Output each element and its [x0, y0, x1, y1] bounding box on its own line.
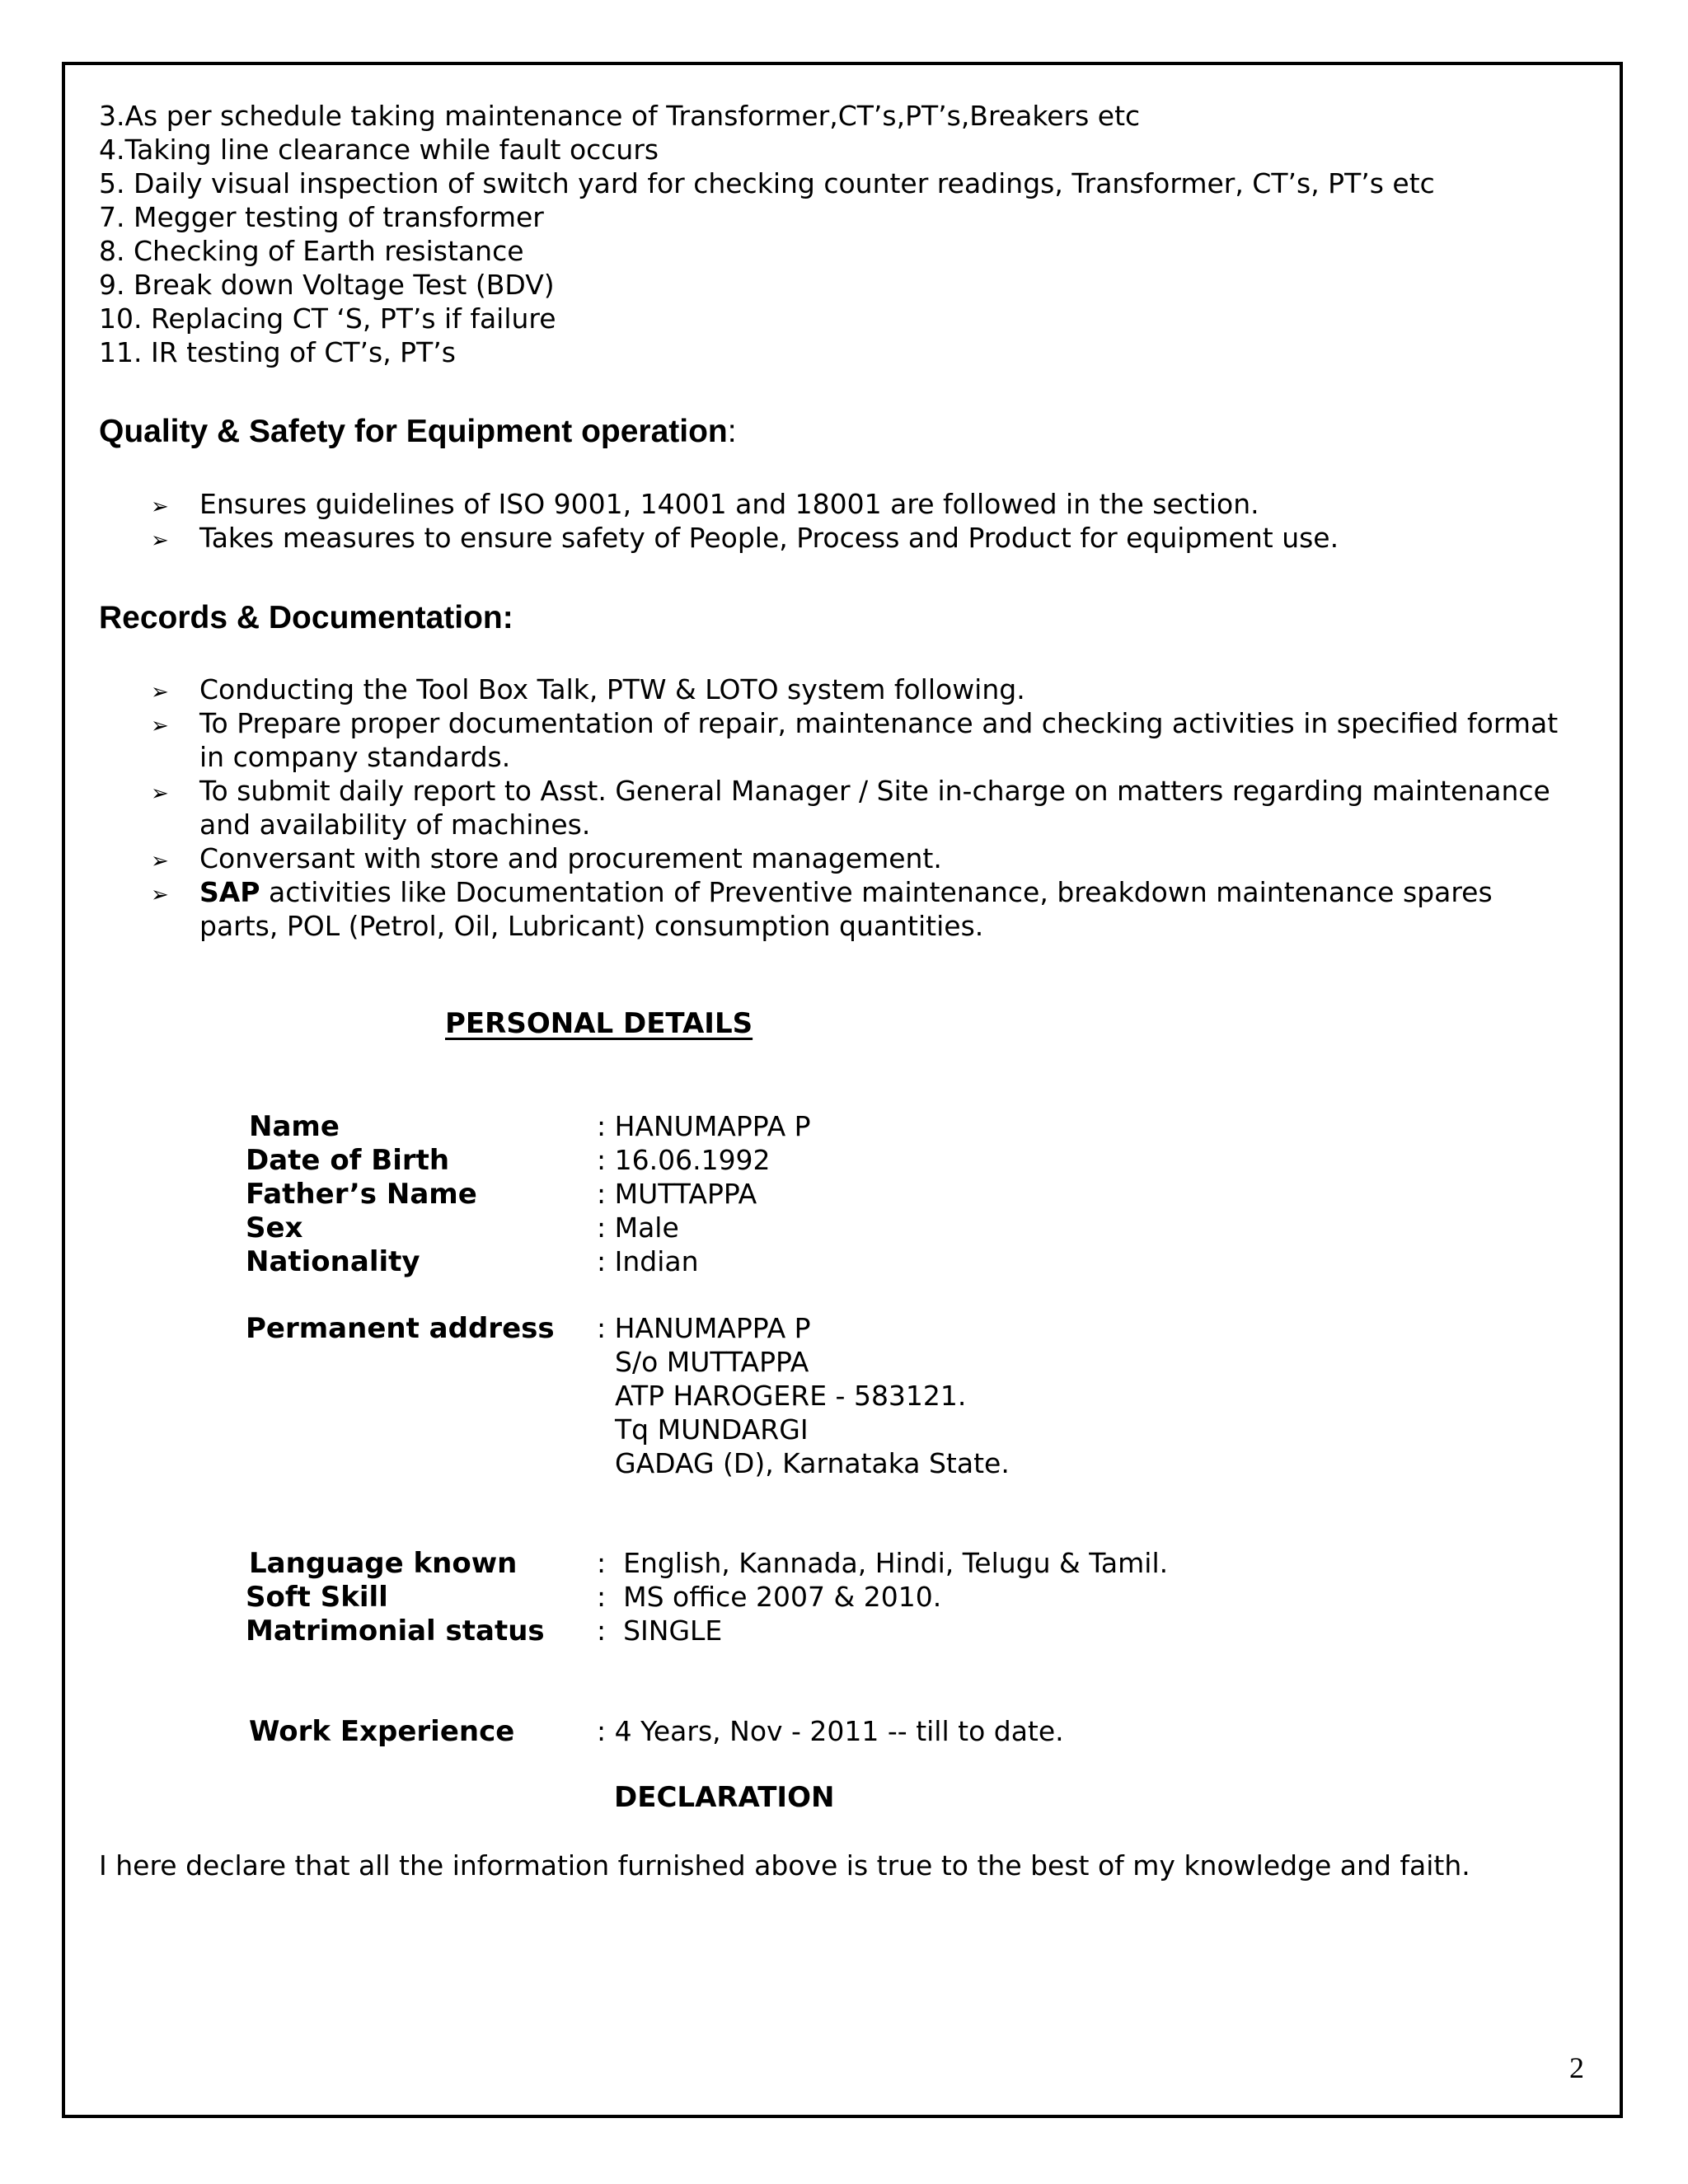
records-item: To submit daily report to Asst. General Manager / Site in-charge on matters regarding maintenance — [199, 775, 1550, 807]
arrow-bullet-icon: ➢ — [151, 714, 169, 738]
records-item-continued: parts, POL (Petrol, Oil, Lubricant) consumption quantities. — [199, 910, 984, 942]
duty-item: 3.As per schedule taking maintenance of Transformer,CT’s,PT’s,Breakers etc — [99, 100, 1141, 132]
duty-item: 7. Megger testing of transformer — [99, 201, 544, 233]
field-label-work: Work Experience — [249, 1715, 515, 1748]
arrow-bullet-icon: ➢ — [151, 494, 169, 519]
records-item — [199, 875, 1493, 909]
arrow-bullet-icon: ➢ — [151, 849, 169, 874]
quality-heading-colon: : — [727, 414, 737, 449]
field-value-sex: : Male — [597, 1212, 679, 1244]
duty-item: 4.Taking line clearance while fault occurs — [99, 134, 659, 166]
declaration-text: I here declare that all the information furnished above is true to the best of my knowledge and faith. — [99, 1849, 1470, 1882]
declaration-title: DECLARATION — [614, 1781, 835, 1814]
duty-list — [99, 99, 1435, 369]
quality-item: Ensures guidelines of ISO 9001, 14001 and 18001 are followed in the section. — [199, 488, 1259, 520]
field-label-soft-skill: Soft Skill — [246, 1581, 388, 1614]
arrow-bullet-icon: ➢ — [151, 528, 169, 553]
records-item: Conducting the Tool Box Talk, PTW & LOTO system following. — [199, 673, 1025, 705]
field-value-nationality: : Indian — [597, 1245, 699, 1277]
duty-item: 8. Checking of Earth resistance — [99, 235, 524, 267]
personal-details-title: PERSONAL DETAILS — [445, 1007, 753, 1040]
field-label-matrimonial: Matrimonial status — [246, 1615, 545, 1647]
field-label-father: Father’s Name — [246, 1178, 477, 1211]
records-item-continued: in company standards. — [199, 741, 511, 773]
field-label-dob: Date of Birth — [246, 1144, 450, 1177]
duty-item: 5. Daily visual inspection of switch yard for checking counter readings, Transformer, CT’s, PT’s etc — [99, 167, 1435, 199]
sap-keyword: SAP — [199, 876, 260, 908]
field-value-dob: : 16.06.1992 — [597, 1144, 771, 1176]
address-line: GADAG (D), Karnataka State. — [615, 1447, 1010, 1479]
field-label-address: Permanent address — [246, 1312, 555, 1345]
address-line: S/o MUTTAPPA — [615, 1346, 809, 1378]
address-line: ATP HAROGERE - 583121. — [615, 1380, 967, 1412]
records-item: Conversant with store and procurement management. — [199, 842, 942, 874]
duty-item: 11. IR testing of CT’s, PT’s — [99, 336, 456, 368]
address-line: : HANUMAPPA P — [597, 1312, 811, 1344]
duty-item: 10. Replacing CT ‘S, PT’s if failure — [99, 302, 556, 335]
records-item: To Prepare proper documentation of repair, maintenance and checking activities in specified format — [199, 707, 1559, 739]
field-label-sex: Sex — [246, 1212, 303, 1244]
quality-item: Takes measures to ensure safety of People, Process and Product for equipment use. — [199, 522, 1339, 554]
address-line: Tq MUNDARGI — [615, 1413, 809, 1446]
page-number: 2 — [1569, 2051, 1584, 2084]
field-label-language: Language known — [249, 1547, 518, 1580]
quality-heading — [99, 414, 737, 450]
records-item-continued: and availability of machines. — [199, 808, 591, 841]
field-value-work: : 4 Years, Nov - 2011 -- till to date. — [597, 1715, 1064, 1747]
arrow-bullet-icon: ➢ — [151, 883, 169, 907]
arrow-bullet-icon: ➢ — [151, 781, 169, 806]
field-value-name: : HANUMAPPA P — [597, 1110, 811, 1142]
field-value-language: : English, Kannada, Hindi, Telugu & Tamil. — [597, 1547, 1169, 1579]
field-label-name: Name — [249, 1110, 340, 1143]
field-value-matrimonial: : SINGLE — [597, 1615, 723, 1647]
arrow-bullet-icon: ➢ — [151, 680, 169, 705]
field-value-soft-skill: : MS office 2007 & 2010. — [597, 1581, 942, 1613]
sap-description: activities like Documentation of Preventive maintenance, breakdown maintenance spares — [260, 876, 1493, 908]
page-border — [62, 62, 1623, 2118]
records-heading: Records & Documentation: — [99, 600, 513, 635]
quality-heading-text: Quality & Safety for Equipment operation — [99, 414, 728, 449]
field-label-nationality: Nationality — [246, 1245, 420, 1278]
duty-item: 9. Break down Voltage Test (BDV) — [99, 269, 555, 301]
field-value-father: : MUTTAPPA — [597, 1178, 757, 1210]
